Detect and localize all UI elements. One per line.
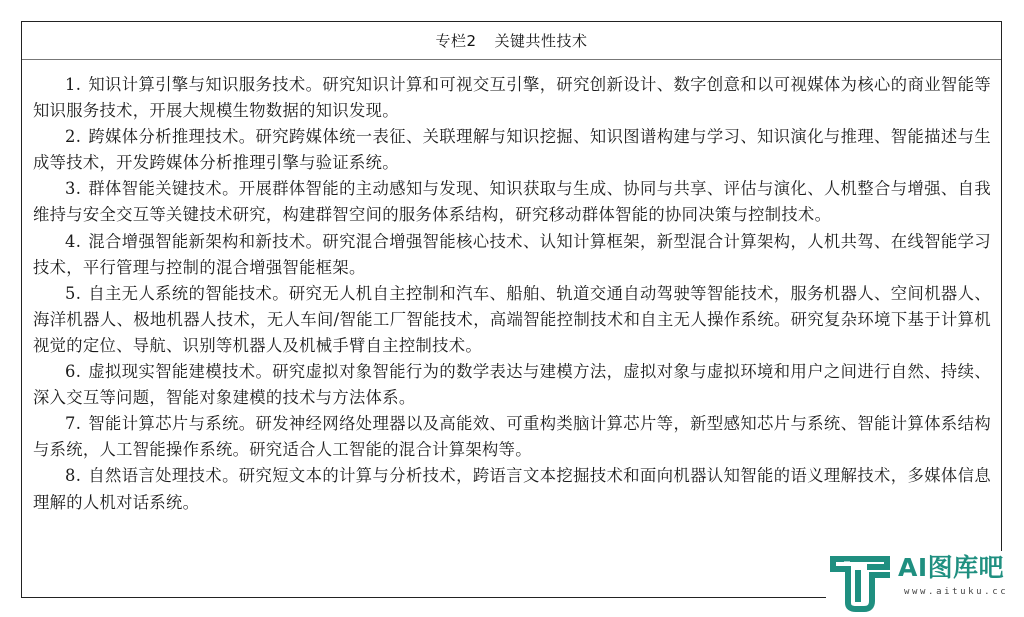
list-item: [33, 229, 991, 281]
item-text: 混合增强智能新架构和新技术。研究混合增强智能核心技术、认知计算框架，新型混合计算架构，人机共驾、在线智能学习技术，平行管理与控制的混合增强智能框架。: [33, 231, 991, 277]
column-title: 关键共性技术: [494, 32, 588, 50]
item-text: 虚拟现实智能建模技术。研究虚拟对象智能行为的数学表达与建模方法，虚拟对象与虚拟环境和用户之间进行自然、持续、深入交互等问题，智能对象建模的技术与方法体系。: [33, 362, 991, 408]
item-text: 知识计算引擎与知识服务技术。研究知识计算和可视交互引擎，研究创新设计、数字创意和以可视媒体为核心的商业智能等知识服务技术，开展大规模生物数据的知识发现。: [33, 75, 991, 121]
watermark-url: www.aituku.cc: [904, 587, 1009, 597]
watermark-title: AI图库吧: [898, 553, 1005, 582]
item-index: 6.: [65, 362, 82, 382]
list-item: [33, 176, 991, 228]
item-text: 智能计算芯片与系统。研发神经网络处理器以及高能效、可重构类脑计算芯片等，新型感知芯片与系统、智能计算体系结构与系统，人工智能操作系统。研究适合人工智能的混合计算架构等。: [33, 414, 991, 460]
list-item: [33, 463, 991, 515]
column-box: [21, 21, 1002, 598]
item-index: 3.: [65, 179, 82, 199]
column-body: [22, 60, 1001, 516]
list-item: [33, 359, 991, 411]
item-text: 自然语言处理技术。研究短文本的计算与分析技术，跨语言文本挖掘技术和面向机器认知智能的语义理解技术，多媒体信息理解的人机对话系统。: [33, 466, 991, 512]
item-text: 自主无人系统的智能技术。研究无人机自主控制和汽车、船舶、轨道交通自动驾驶等智能技术，服务机器人、空间机器人、海洋机器人、极地机器人技术，无人车间/智能工厂智能技术，高端智能控制技术和自主无人操作系统。研究复杂环境下基于计算机视觉的定位、导航、识别等机器人及机械手臂自主控制技术。: [33, 283, 991, 355]
item-index: 8.: [65, 466, 82, 486]
column-header: [22, 22, 1001, 60]
item-index: 7.: [65, 414, 82, 434]
item-text: 跨媒体分析推理技术。研究跨媒体统一表征、关联理解与知识挖掘、知识图谱构建与学习、知识演化与推理、智能描述与生成等技术，开发跨媒体分析推理引擎与验证系统。: [33, 127, 991, 173]
list-item: [33, 411, 991, 463]
column-number: 专栏2: [435, 32, 477, 50]
list-item: [33, 72, 991, 124]
aituku-logo-icon: [830, 553, 890, 613]
item-index: 2.: [65, 127, 82, 147]
item-index: 5.: [65, 283, 82, 303]
list-item: [33, 124, 991, 176]
item-index: 4.: [65, 231, 82, 251]
item-text: 群体智能关键技术。开展群体智能的主动感知与发现、知识获取与生成、协同与共享、评估与演化、人机整合与增强、自我维持与安全交互等关键技术研究，构建群智空间的服务体系结构，研究移动群体智能的协同决策与控制技术。: [33, 179, 991, 225]
watermark: [826, 551, 1022, 615]
item-index: 1.: [65, 75, 82, 94]
list-item: [33, 281, 991, 359]
